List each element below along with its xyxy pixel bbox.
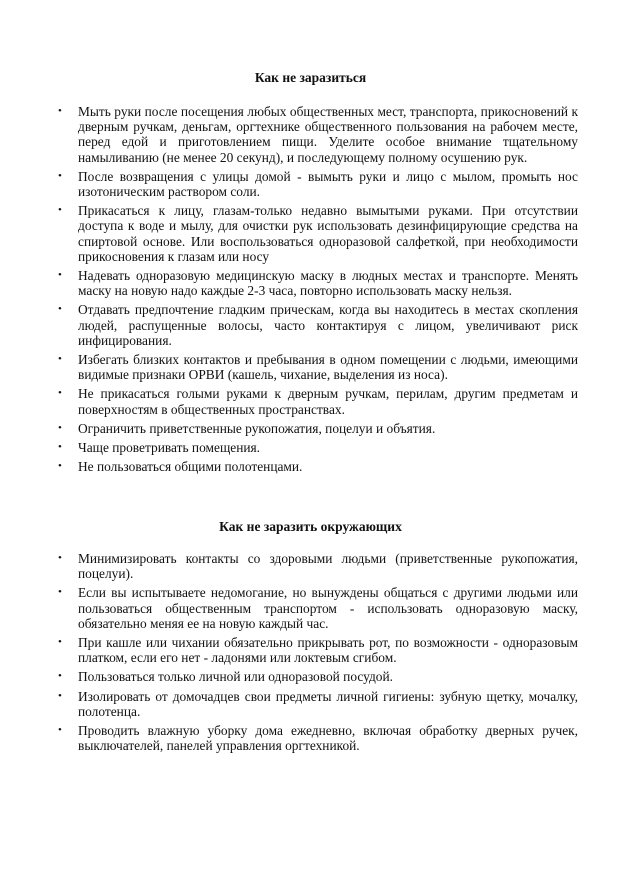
list-item [58,169,578,199]
bullet-icon: • [58,689,62,702]
list-item-text: Надевать одноразовую медицинскую маску в людных местах и транспорте. Менять маску на новую надо каждые 2-3 часа, повторно использовать маску нельзя. [78,268,578,299]
bullet-icon: • [58,353,62,366]
bullet-icon: • [58,169,62,182]
list-item-text: Отдавать предпочтение гладким прическам, когда вы находитесь в местах скопления людей, распущенные волосы, часто контактируя с лицом, увеличивают риск инфицирования. [78,302,578,348]
bullet-icon: • [58,724,62,737]
list-item [58,585,578,631]
list-item [58,268,578,298]
list-item [58,203,578,264]
bullet-icon: • [58,586,62,599]
bullet-icon: • [58,636,62,649]
section-title-prevention: Как не заразиться [254,70,367,85]
bullet-icon: • [58,204,62,217]
list-item-text: Если вы испытываете недомогание, но вынуждены общаться с другими людьми или пользоваться общественным транспортом - использовать одноразовую маску, обязательно меняя ее на новую каждый час. [78,585,578,631]
bullet-icon: • [58,670,62,683]
list-item-text: Прикасаться к лицу, глазам-только недавно вымытыми руками. При отсутствии доступа к воде и мылу, для очистки рук использовать дезинфицирующие средства на спиртовой основе. Или воспользоваться одноразовой салфеткой, при необходимости прикосновения к глазам или носу [78,203,578,264]
bullet-icon: • [58,387,62,400]
list-item [58,421,578,436]
bullet-icon: • [58,269,62,282]
list-item-text: После возвращения с улицы домой - вымыть руки и лицо с мылом, промыть нос изотоническим раствором соли. [78,168,578,200]
list-item-text: Минимизировать контакты со здоровыми людьми (приветственные рукопожатия, поцелуи). [78,551,578,582]
list-item [58,669,578,684]
list-item-text: Пользоваться только личной или одноразовой посудой. [78,669,394,685]
list-item-text: Мыть руки после посещения любых общественных мест, транспорта, прикосновений к дверным ручкам, деньгам, оргтехнике общественного пользования на рабочем месте, перед едой и приготовлением пищи. Уделите особое внимание тщательному намыливанию (не менее 20 секунд), и последующему полному осушению рук. [78,104,578,165]
list-item-text: Не пользоваться общими полотенцами. [78,459,303,475]
list-item [58,352,578,382]
bullet-icon: • [58,303,62,316]
bullet-icon: • [58,441,62,454]
list-item [58,440,578,455]
list-item [58,551,578,581]
list-item-text: Проводить влажную уборку дома ежедневно, включая обработку дверных ручек, выключателей, панелей управления оргтехникой. [78,723,578,754]
list-item [58,723,578,753]
list-item [58,635,578,665]
list-item [58,459,578,474]
protect-others-list [58,551,578,757]
bullet-icon: • [58,460,62,473]
list-item [58,302,578,348]
bullet-icon: • [58,421,62,434]
list-item-text: Избегать близких контактов и пребывания в одном помещении с людьми, имеющими видимые признаки ОРВИ (кашель, чихание, выделения из носа). [78,352,578,383]
bullet-icon: • [58,105,62,117]
list-item [58,104,578,165]
list-item [58,386,578,416]
list-item-text: Ограничить приветственные рукопожатия, поцелуи и объятия. [78,420,436,436]
list-item [58,689,578,719]
list-item-text: Чаще проветривать помещения. [78,440,261,456]
bullet-icon: • [58,552,62,564]
list-item-text: Изолировать от домочадцев свои предметы личной гигиены: зубную щетку, мочалку, полотенца. [78,688,578,719]
prevention-list [58,104,578,478]
section-title-protect-others: Как не заразить окружающих [219,519,402,534]
list-item-text: При кашле или чихании обязательно прикрывать рот, по возможности - одноразовым платком, если его нет - ладонями или локтевым сгибом. [78,635,578,666]
list-item-text: Не прикасаться голыми руками к дверным ручкам, перилам, другим предметам и поверхностям в общественных пространствах. [78,386,578,417]
